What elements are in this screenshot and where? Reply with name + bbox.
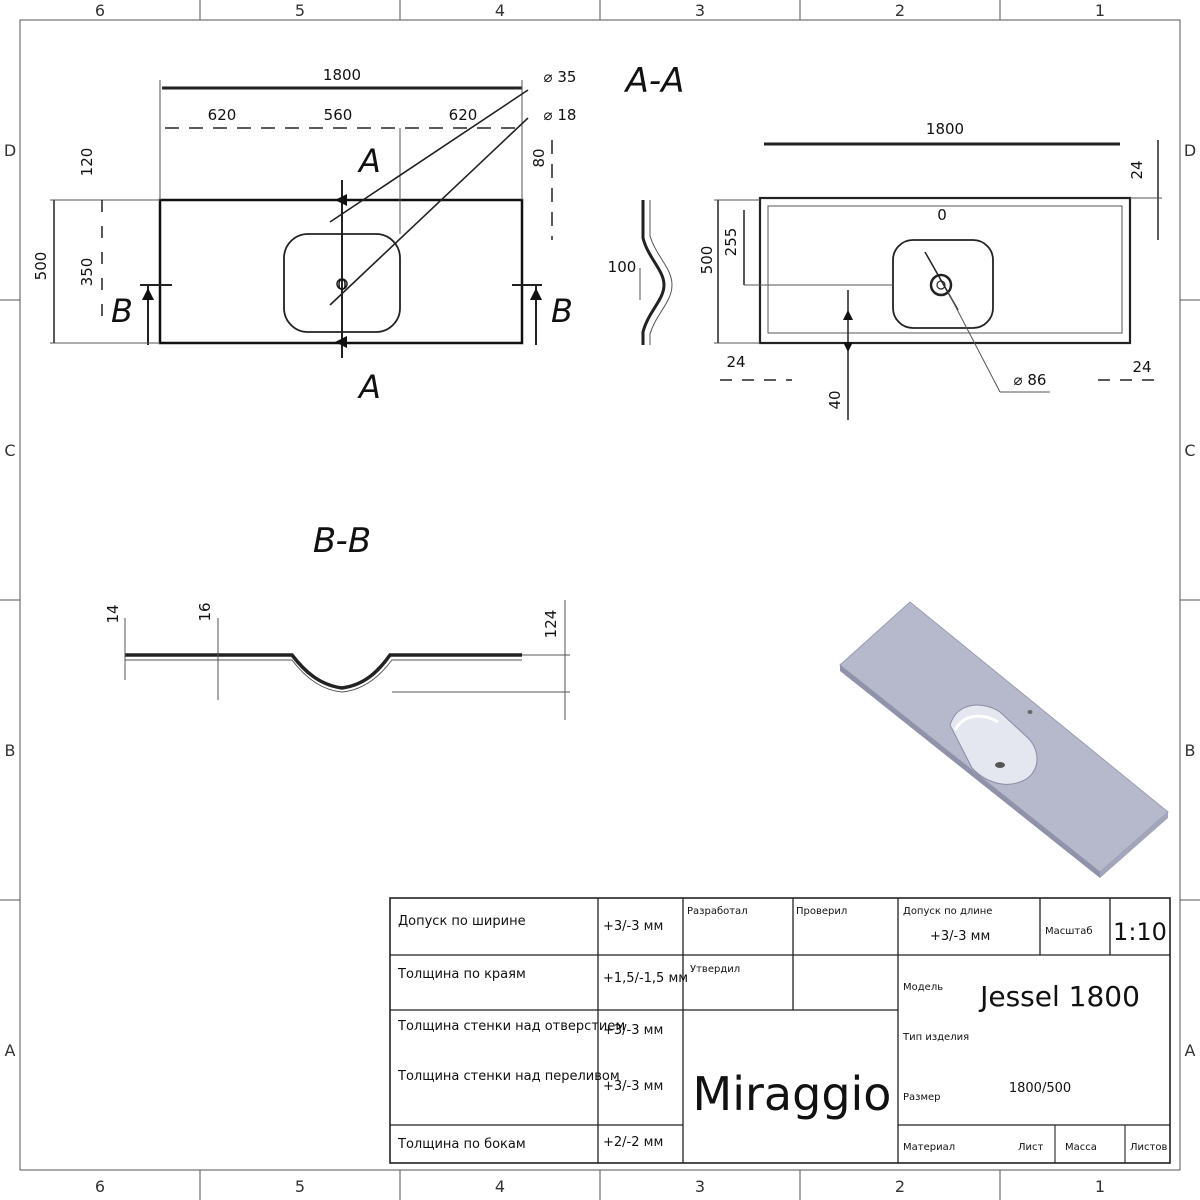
preview-tap-hole bbox=[1028, 710, 1033, 714]
dim-rim-left: 24 bbox=[726, 353, 746, 371]
tb-row-label: Толщина стенки над переливом bbox=[398, 1069, 620, 1084]
tb-footer: Лист bbox=[1018, 1142, 1044, 1153]
dim-overall-width: 1800 bbox=[322, 66, 362, 84]
dim-seg-left: 620 bbox=[207, 106, 237, 124]
cut-label-b-right: B bbox=[551, 292, 573, 330]
top-view bbox=[32, 66, 576, 406]
dim-overflow-diameter: ⌀ 35 bbox=[543, 68, 577, 86]
tb-col-header: Проверил bbox=[796, 906, 848, 917]
grid-row-label: A bbox=[1184, 1041, 1196, 1060]
tb-size: 1800/500 bbox=[1008, 1081, 1072, 1096]
grid-col-label: 5 bbox=[294, 1, 306, 20]
section-bb-title: B-B bbox=[312, 521, 372, 561]
dim-bb-total-height: 124 bbox=[542, 609, 560, 639]
dim-edge-offset: 120 bbox=[78, 147, 96, 177]
dim-rim-top: 24 bbox=[1128, 160, 1146, 180]
countertop-3d-preview bbox=[840, 602, 1168, 878]
grid-col-label: 1 bbox=[1094, 1177, 1106, 1196]
center-mark: 0 bbox=[337, 276, 347, 294]
tb-col-note: Утвердил bbox=[690, 964, 741, 975]
tb-col-header: Разработал bbox=[687, 906, 748, 917]
dim-underside-width: 1800 bbox=[925, 120, 965, 138]
underside-center-mark: 0 bbox=[937, 206, 947, 224]
dim-right-offset: 80 bbox=[530, 148, 548, 168]
tb-right-header: Допуск по длине bbox=[903, 906, 993, 917]
tb-row-label: Толщина по краям bbox=[398, 967, 526, 982]
arrow-icon bbox=[142, 288, 154, 300]
tb-row-value: +3/-3 мм bbox=[603, 919, 664, 934]
tb-footer: Листов bbox=[1130, 1142, 1168, 1153]
dim-seg-mid: 560 bbox=[323, 106, 353, 124]
section-bb bbox=[104, 521, 570, 720]
tb-scale: 1:10 bbox=[1113, 918, 1167, 946]
grid-col-label: 3 bbox=[694, 1177, 706, 1196]
tb-brand: Miraggio bbox=[692, 1067, 892, 1121]
arrow-icon bbox=[530, 288, 542, 300]
section-aa-title: A-A bbox=[625, 61, 685, 101]
dim-drain-diameter-86: ⌀ 86 bbox=[1013, 371, 1047, 389]
dim-underside-depth: 500 bbox=[698, 245, 716, 275]
dim-mid-offset: 350 bbox=[78, 257, 96, 287]
grid-row-label: A bbox=[4, 1041, 16, 1060]
grid-col-label: 6 bbox=[94, 1, 106, 20]
grid-col-label: 1 bbox=[1094, 1, 1106, 20]
grid-row-label: D bbox=[3, 141, 17, 160]
section-aa bbox=[608, 61, 685, 345]
cut-label-b-left: B bbox=[111, 292, 133, 330]
grid-col-label: 6 bbox=[94, 1177, 106, 1196]
dim-section-depth: 100 bbox=[607, 258, 637, 276]
tb-footer: Масса bbox=[1065, 1142, 1097, 1153]
tb-right-value: +3/-3 мм bbox=[930, 929, 991, 944]
grid-col-label: 2 bbox=[894, 1177, 906, 1196]
tb-row-value: +2/-2 мм bbox=[603, 1135, 664, 1150]
tb-row-value: +3/-3 мм bbox=[603, 1079, 664, 1094]
grid-col-label: 4 bbox=[494, 1177, 506, 1196]
grid-col-label: 3 bbox=[694, 1, 706, 20]
dim-bb-left-thickness: 14 bbox=[104, 604, 122, 624]
tb-row-label: Толщина по бокам bbox=[398, 1137, 526, 1152]
tb-scale-label: Масштаб bbox=[1045, 926, 1093, 937]
cut-label-a-bottom: A bbox=[359, 368, 381, 406]
dim-inner-depth: 255 bbox=[722, 227, 740, 257]
tb-row-value: +1,5/-1,5 мм bbox=[603, 971, 689, 986]
tb-type-label: Тип изделия bbox=[903, 1032, 970, 1043]
tb-footer: Материал bbox=[903, 1142, 956, 1153]
grid-row-label: D bbox=[1183, 141, 1197, 160]
preview-drain bbox=[995, 762, 1005, 768]
dim-depth: 500 bbox=[32, 251, 50, 281]
cut-label-a-top: A bbox=[359, 142, 381, 180]
dim-drain-diameter: ⌀ 18 bbox=[543, 106, 577, 124]
tb-row-label: Допуск по ширине bbox=[398, 914, 526, 929]
dim-seg-right: 620 bbox=[448, 106, 478, 124]
grid-col-label: 2 bbox=[894, 1, 906, 20]
underside-view bbox=[698, 120, 1162, 420]
grid-row-label: B bbox=[1184, 741, 1196, 760]
dim-offset-40: 40 bbox=[826, 390, 844, 410]
title-block bbox=[390, 898, 1170, 1163]
grid-row-label: C bbox=[4, 441, 16, 460]
tb-row-label: Толщина стенки над отверстием bbox=[398, 1019, 626, 1034]
tb-model: Jessel 1800 bbox=[980, 980, 1140, 1013]
grid-row-label: B bbox=[4, 741, 16, 760]
grid-col-label: 4 bbox=[494, 1, 506, 20]
tb-model-label: Модель bbox=[903, 982, 944, 993]
grid-row-label: C bbox=[1184, 441, 1196, 460]
tb-row-value: +3/-3 мм bbox=[603, 1023, 664, 1038]
grid-col-label: 5 bbox=[294, 1177, 306, 1196]
dim-bb-mid-thickness: 16 bbox=[196, 602, 214, 622]
tb-size-label: Размер bbox=[903, 1092, 941, 1103]
dim-rim-right: 24 bbox=[1132, 358, 1152, 376]
